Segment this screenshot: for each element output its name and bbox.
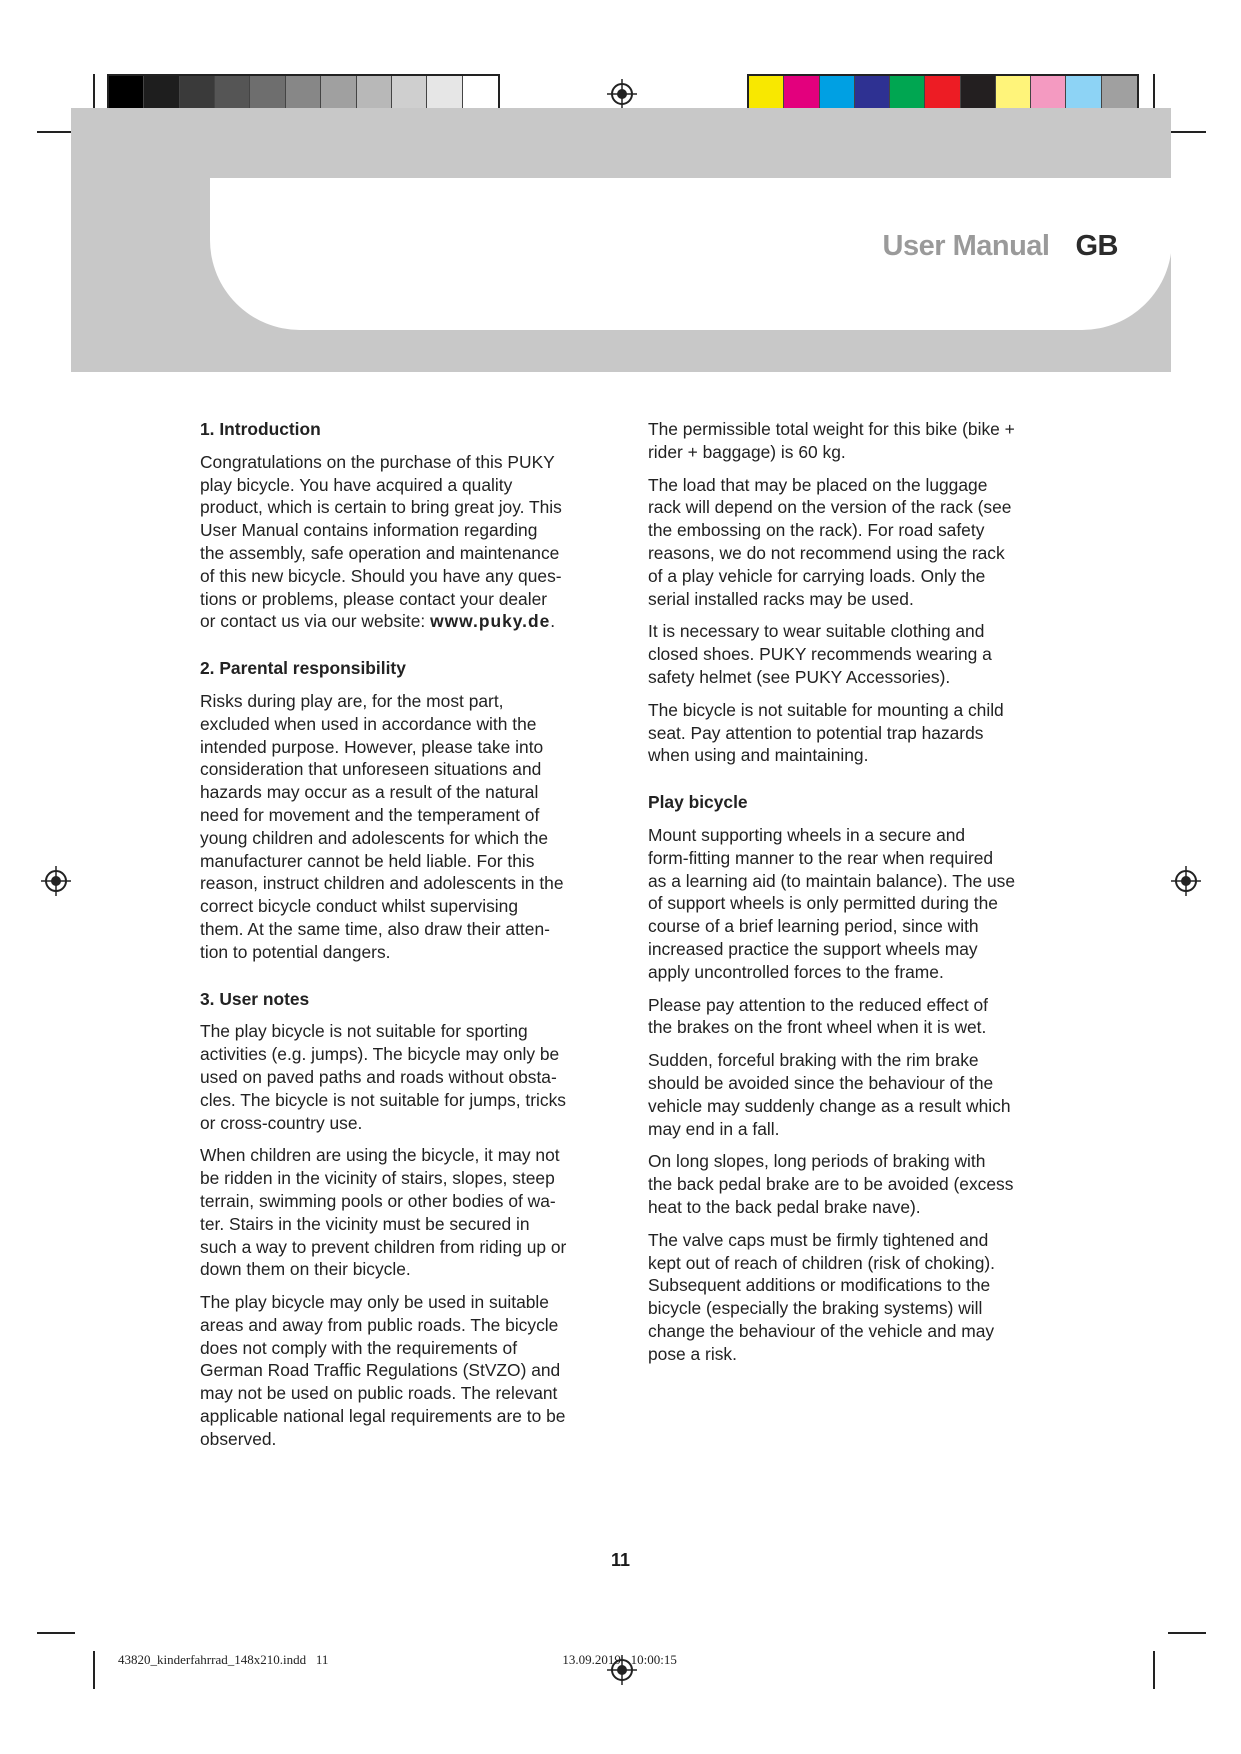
color-swatch: [1031, 76, 1066, 109]
user-manual-label: User Manual: [882, 230, 1050, 262]
color-swatch: [961, 76, 996, 109]
color-swatch: [215, 76, 250, 109]
registration-mark-icon: [41, 866, 71, 896]
weight-paragraph: The permissible total weight for this bike (bike + rider + baggage) is 60 kg.: [648, 419, 1015, 462]
back-pedal-brake-paragraph: On long slopes, long periods of braking with the back pedal brake are to be avoided (excess heat to the back pedal brake nave).: [648, 1151, 1014, 1217]
cmyk-color-bar: [747, 74, 1139, 111]
color-swatch: [890, 76, 925, 109]
user-notes-paragraph-1: The play bicycle is not suitable for sporting activities (e.g. jumps). The bicycle may only be used on paved paths and roads without obsta- cles. The bicycle is not suitable for jumps, tricks or cross-country use.: [200, 1021, 566, 1133]
color-swatch: [1102, 76, 1137, 109]
color-swatch: [250, 76, 285, 109]
header-card: [210, 178, 1172, 330]
website-link[interactable]: www.puky.de: [430, 611, 551, 632]
rim-brake-paragraph: Sudden, forceful braking with the rim brake should be avoided since the behaviour of the vehicle may suddenly change as a result which may end in a fall.: [648, 1050, 1011, 1139]
clothing-paragraph: It is necessary to wear suitable clothing and closed shoes. PUKY recommends wearing a safety helmet (see PUKY Accessories).: [648, 621, 992, 687]
play-bicycle-heading: Play bicycle: [648, 792, 748, 813]
trim-mark: [1153, 1651, 1155, 1689]
header-band: [71, 108, 1171, 372]
color-swatch: [286, 76, 321, 109]
page-number: 11: [610, 1550, 631, 1570]
registration-mark-icon: [607, 79, 637, 109]
color-swatch: [749, 76, 784, 109]
color-swatch: [463, 76, 498, 109]
valve-caps-paragraph: The valve caps must be firmly tightened and kept out of reach of children (risk of choking). Subsequent additions or modifications to the bicycle (especially the braking systems) will change the behaviour of the vehicle and may pose a risk.: [648, 1229, 996, 1364]
color-swatch: [392, 76, 427, 109]
user-notes-heading: 3. User notes: [200, 988, 310, 1009]
color-swatch: [427, 76, 462, 109]
color-swatch: [144, 76, 179, 109]
color-swatch: [784, 76, 819, 109]
parental-responsibility-heading: 2. Parental responsibility: [200, 658, 406, 679]
trim-mark: [1168, 1632, 1206, 1634]
parental-responsibility-paragraph: Risks during play are, for the most part, excluded when used in accordance with the intended purpose. However, please take into consideration that unforeseen situations and hazards may occur as a result of the natural need for movement and the temperament of young children and adolescents for which the manufacturer cannot be held liable. For this reason, instruct children and adolescents in the correct bicycle conduct whilst supervising them. At the same time, also draw their atten- tion to potential dangers.: [200, 690, 564, 962]
child-seat-paragraph: The bicycle is not suitable for mounting a child seat. Pay attention to potential trap hazards when using and maintaining.: [648, 699, 1004, 766]
color-swatch: [109, 76, 144, 109]
left-column: [200, 418, 600, 1461]
trim-mark: [37, 131, 75, 133]
trim-mark: [1168, 131, 1206, 133]
user-notes-paragraph-2: When children are using the bicycle, it may not be ridden in the vicinity of stairs, slopes, steep terrain, swimming pools or other bodies of wa- ter. Stairs in the vicinity must be secured in such a way to prevent children from riding up or down them on their bicycle.: [200, 1145, 567, 1280]
introduction-end: .: [550, 611, 556, 632]
user-notes-paragraph-3: The play bicycle may only be used in suitable areas and away from public roads. The bicycle does not comply with the requirements of German Road Traffic Regulations (StVZO) and may not be used on public roads. The relevant applicable national legal requirements are to be observed.: [200, 1292, 566, 1449]
color-swatch: [321, 76, 356, 109]
registration-mark-icon: [1171, 866, 1201, 896]
trim-mark: [93, 74, 95, 112]
print-slug: 43820_kinderfahrrad_148x210.indd 11 13.09.2019 10:00:15: [118, 1652, 677, 1667]
trim-mark: [37, 1632, 75, 1634]
color-swatch: [855, 76, 890, 109]
trim-mark: [93, 1651, 95, 1689]
wet-brakes-paragraph: Please pay attention to the reduced effect of the brakes on the front wheel when it is wet.: [648, 994, 989, 1038]
introduction-text: Congratulations on the purchase of this PUKY play bicycle. You have acquired a quality product, which is certain to bring great joy. This User Manual contains information regarding the assembly, safe operation and maintenance of this new bicycle. Should you have any ques- tions or problems, please contact your dealer or contact us via our website:: [200, 451, 562, 632]
language-code: GB: [1075, 230, 1118, 262]
right-column: [648, 418, 1048, 1375]
trim-mark: [1153, 74, 1155, 112]
introduction-heading: 1. Introduction: [200, 419, 321, 439]
color-swatch: [180, 76, 215, 109]
color-swatch: [925, 76, 960, 109]
color-swatch: [996, 76, 1031, 109]
introduction-paragraph: [200, 451, 600, 633]
color-swatch: [1066, 76, 1101, 109]
color-swatch: [357, 76, 392, 109]
support-wheels-paragraph: Mount supporting wheels in a secure and form-fitting manner to the rear when required as a learning aid (to maintain balance). The use of support wheels is only permitted during the course of a brief learning period, since with increased practice the support wheels may apply uncontrolled forces to the frame.: [648, 824, 1016, 982]
gray-color-bar: [107, 74, 500, 111]
page-title: [883, 230, 1118, 263]
color-swatch: [820, 76, 855, 109]
luggage-rack-paragraph: The load that may be placed on the luggage rack will depend on the version of the rack (see the embossing on the rack). For road safety reasons, we do not recommend using the rack of a play vehicle for carrying loads. Only the serial installed racks may be used.: [648, 474, 1012, 609]
